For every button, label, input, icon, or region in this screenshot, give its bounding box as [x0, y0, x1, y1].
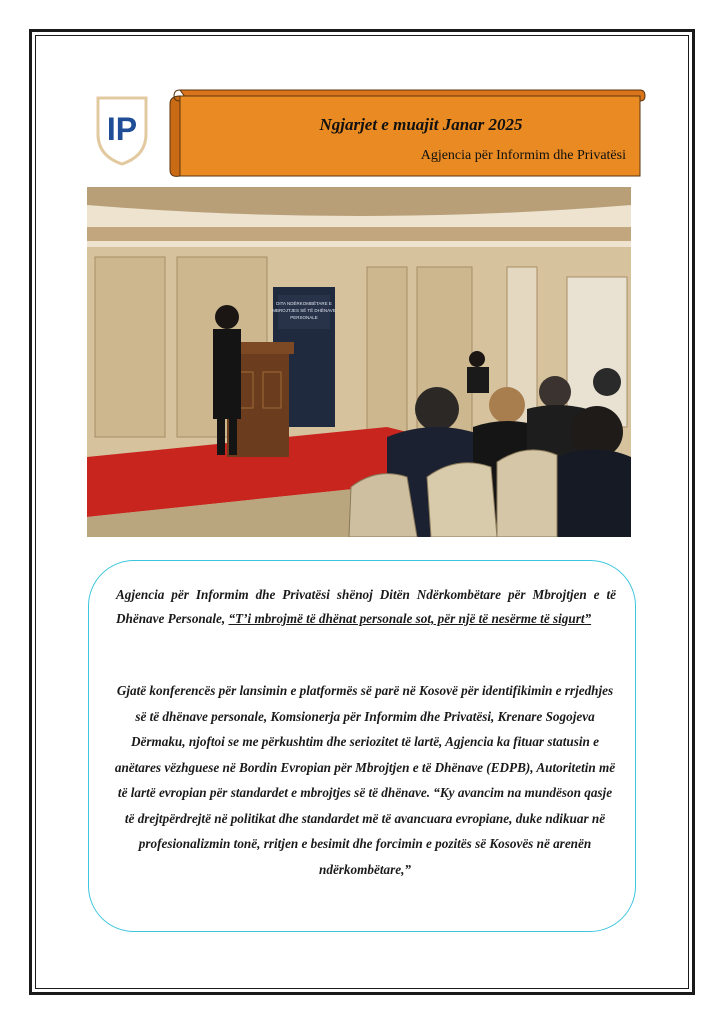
svg-text:IP: IP — [106, 111, 138, 147]
agency-logo — [94, 94, 150, 166]
article-lead-quote: “T’i mbrojmë të dhënat personale sot, për një të nesërme të sigurt” — [228, 611, 592, 626]
podium-banner-line-1: DITA NDËRKOMBËTARE E — [276, 301, 332, 306]
podium-banner-line-3: PERSONALE — [290, 315, 318, 320]
banner-title: Ngjarjet e muajit Janar 2025 — [319, 115, 523, 134]
banner-subtitle: Agjencia për Informim dhe Privatësi — [420, 148, 626, 163]
event-photo — [87, 187, 631, 537]
title-scroll-banner — [166, 84, 646, 180]
article-lead — [116, 583, 616, 631]
article-body: Gjatë konferencës për lansimin e platformës së parë në Kosovë për identifikimin e rrjedhjes së të dhënave personale, Komsionerja për Informim dhe Privatësi, Krenare Sogojeva Dërmaku, njoftoi se me përkushtim dhe seriozitet të lartë, Agjencia ka fituar statusin e anëtares vëzhguese në Bordin Evropian për Mbrojtjen e të Dhënave (EDPB), Autoritetin më të lartë evropian për standardet e mbrojtjes së të dhënave. “Ky avancim na mundëson qasje të drejtpërdrejtë në politikat dhe standardet më të avancuara evropiane, duke ndikuar në profesionalizmin tonë, rritjen e besimit dhe forcimin e pozitës së Kosovës në arenën ndërkombëtare,” — [114, 683, 616, 877]
article-lead-text: Agjencia për Informim dhe Privatësi shënoj Ditën Ndërkombëtare për Mbrojtjen e të Dhënave Personale, — [116, 587, 616, 626]
podium-banner-line-2: MBROJTJES SË TË DHËNAVE — [272, 308, 336, 313]
